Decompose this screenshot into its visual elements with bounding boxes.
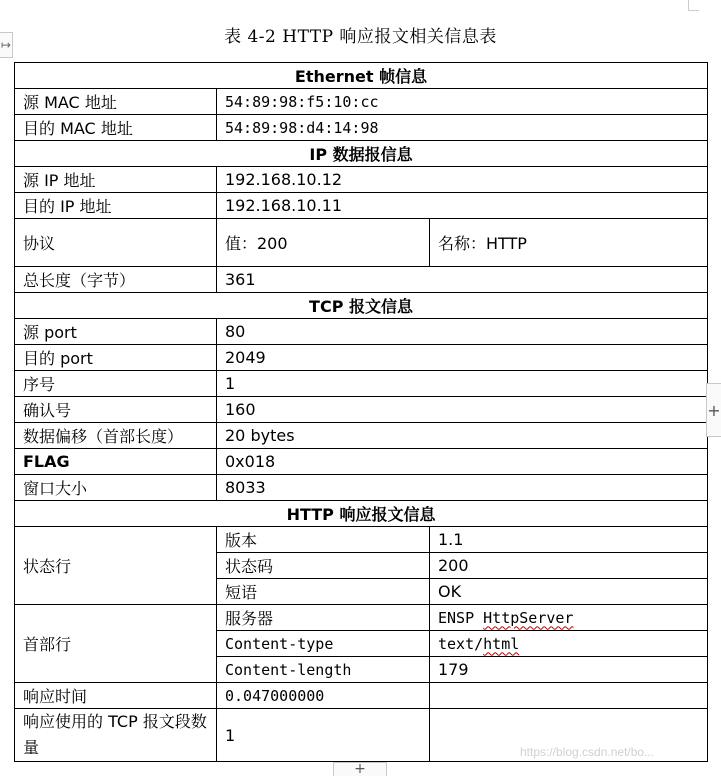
table-row bbox=[15, 115, 708, 141]
seq-label: 序号 bbox=[15, 371, 217, 397]
table-row bbox=[15, 219, 708, 267]
table-row bbox=[15, 193, 708, 219]
table-row bbox=[15, 89, 708, 115]
arrow-glyph: ↦ bbox=[0, 38, 12, 52]
response-time-empty bbox=[430, 683, 708, 709]
ack-label: 确认号 bbox=[15, 397, 217, 423]
server-value bbox=[430, 605, 708, 631]
total-length-value: 361 bbox=[217, 267, 708, 293]
dst-ip-value: 192.168.10.11 bbox=[217, 193, 708, 219]
page-corner-mark bbox=[688, 0, 699, 11]
content-length-value: 179 bbox=[430, 657, 708, 683]
src-port-label: 源 port bbox=[15, 319, 217, 345]
status-code-label: 状态码 bbox=[217, 553, 430, 579]
offset-value: 20 bytes bbox=[217, 423, 708, 449]
section-title-tcp: TCP 报文信息 bbox=[15, 293, 708, 319]
table-row bbox=[15, 319, 708, 345]
table-row bbox=[15, 345, 708, 371]
watermark: https://blog.csdn.net/bo... bbox=[520, 745, 655, 759]
flag-label: FLAG bbox=[15, 449, 217, 475]
src-ip-value: 192.168.10.12 bbox=[217, 167, 708, 193]
section-title-http: HTTP 响应报文信息 bbox=[15, 501, 708, 527]
protocol-label: 协议 bbox=[15, 219, 217, 267]
server-value-name: HttpServer bbox=[483, 608, 574, 627]
content-length-label: Content-length bbox=[217, 657, 430, 683]
server-label: 服务器 bbox=[217, 605, 430, 631]
plus-glyph: + bbox=[707, 400, 721, 420]
table-row bbox=[15, 449, 708, 475]
src-ip-label: 源 IP 地址 bbox=[15, 167, 217, 193]
src-mac-value: 54:89:98:f5:10:cc bbox=[217, 89, 708, 115]
window-value: 8033 bbox=[217, 475, 708, 501]
tcp-segments-value: 1 bbox=[217, 709, 430, 762]
table-row bbox=[15, 605, 708, 631]
phrase-value: OK bbox=[430, 579, 708, 605]
table-row bbox=[15, 167, 708, 193]
table-row bbox=[15, 683, 708, 709]
dst-mac-label: 目的 MAC 地址 bbox=[15, 115, 217, 141]
protocol-value: 值：200 bbox=[217, 219, 430, 267]
window-label: 窗口大小 bbox=[15, 475, 217, 501]
response-time-label: 响应时间 bbox=[15, 683, 217, 709]
table-row bbox=[15, 423, 708, 449]
dst-port-label: 目的 port bbox=[15, 345, 217, 371]
plus-glyph: + bbox=[354, 761, 366, 777]
content-type-prefix: text/ bbox=[438, 634, 484, 653]
server-value-prefix: ENSP bbox=[438, 608, 484, 627]
table-caption: 表 4-2 HTTP 响应报文相关信息表 bbox=[224, 27, 497, 47]
table-row bbox=[15, 397, 708, 423]
http-response-info-table bbox=[14, 62, 708, 762]
offset-label: 数据偏移（首部长度） bbox=[15, 423, 217, 449]
table-row bbox=[15, 527, 708, 553]
section-row-ethernet bbox=[15, 63, 708, 89]
ack-value: 160 bbox=[217, 397, 708, 423]
section-title-ip: IP 数据报信息 bbox=[15, 141, 708, 167]
dst-port-value: 2049 bbox=[217, 345, 708, 371]
response-time-value: 0.047000000 bbox=[217, 683, 430, 709]
phrase-label: 短语 bbox=[217, 579, 430, 605]
table-row bbox=[15, 371, 708, 397]
content-type-label: Content-type bbox=[217, 631, 430, 657]
section-row-ip bbox=[15, 141, 708, 167]
section-title-ethernet: Ethernet 帧信息 bbox=[15, 63, 708, 89]
status-code-value: 200 bbox=[430, 553, 708, 579]
content-type-subtype: html bbox=[483, 634, 520, 653]
src-port-value: 80 bbox=[217, 319, 708, 345]
section-row-tcp bbox=[15, 293, 708, 319]
section-row-http bbox=[15, 501, 708, 527]
protocol-name: 名称：HTTP bbox=[430, 219, 708, 267]
table-row bbox=[15, 267, 708, 293]
dst-ip-label: 目的 IP 地址 bbox=[15, 193, 217, 219]
add-column-plus-icon[interactable] bbox=[706, 383, 721, 437]
version-label: 版本 bbox=[217, 527, 430, 553]
seq-value: 1 bbox=[217, 371, 708, 397]
table-row bbox=[15, 475, 708, 501]
content-type-value bbox=[430, 631, 708, 657]
tcp-segments-label: 响应使用的 TCP 报文段数量 bbox=[15, 709, 217, 762]
src-mac-label: 源 MAC 地址 bbox=[15, 89, 217, 115]
add-row-plus-icon[interactable] bbox=[333, 762, 387, 776]
status-line-label: 状态行 bbox=[15, 527, 217, 605]
dst-mac-value: 54:89:98:d4:14:98 bbox=[217, 115, 708, 141]
total-length-label: 总长度（字节） bbox=[15, 267, 217, 293]
header-lines-label: 首部行 bbox=[15, 605, 217, 683]
version-value: 1.1 bbox=[430, 527, 708, 553]
flag-value: 0x018 bbox=[217, 449, 708, 475]
